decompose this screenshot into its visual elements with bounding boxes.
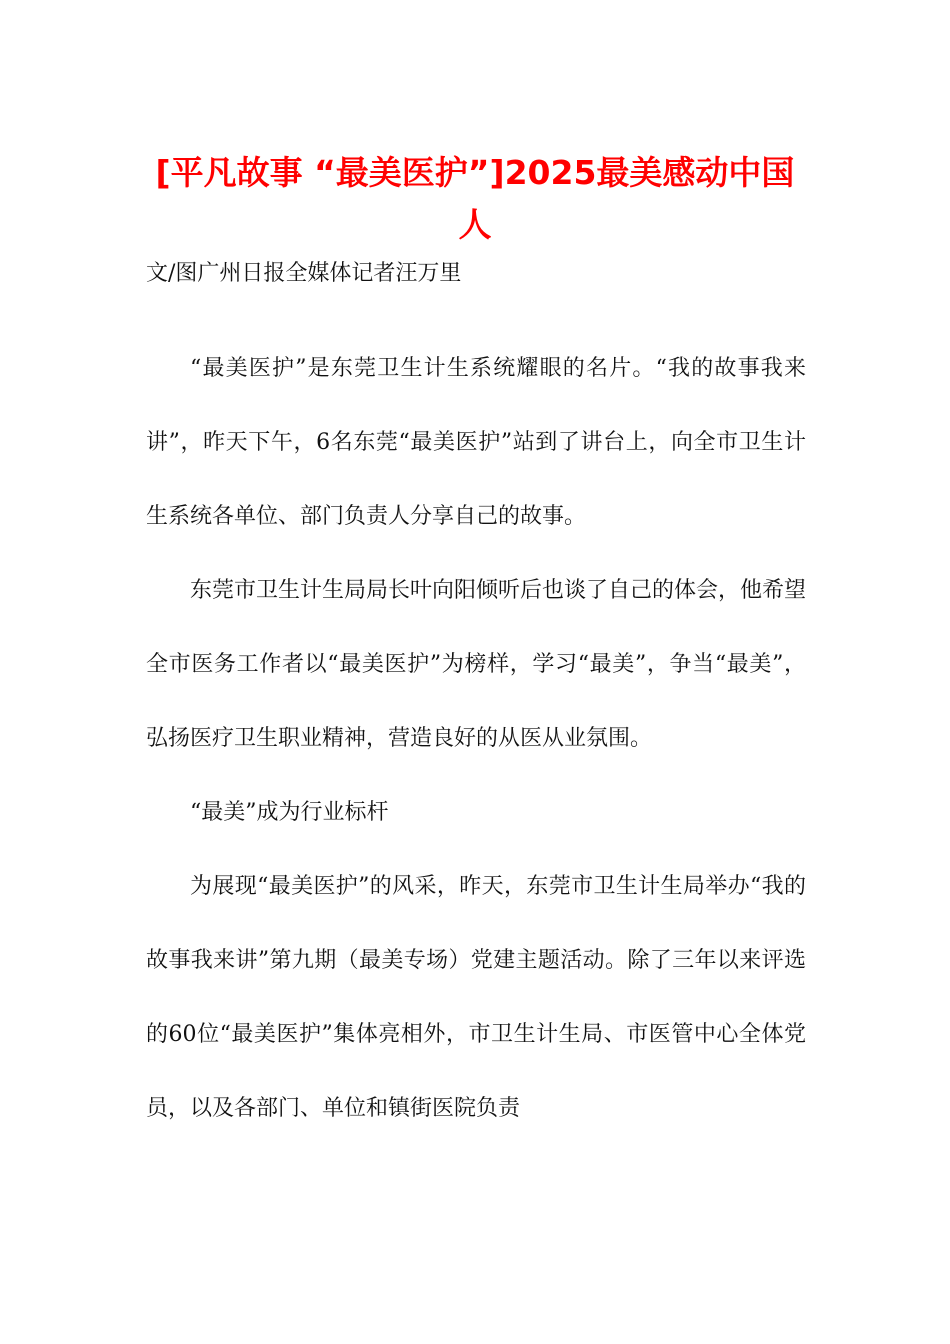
section-heading: “最美”成为行业标杆 — [190, 800, 389, 825]
paragraph: “最美医护”是东莞卫生计生系统耀眼的名片。“我的故事我来讲”，昨天下午，6名东莞“最美医护”站到了讲台上，向全市卫生计生系统各单位、部门负责人分享自己的故事。 — [146, 356, 806, 529]
byline: 文/图广州日报全媒体记者汪万里 — [146, 261, 462, 286]
paragraph: 为展现“最美医护”的风采，昨天，东莞市卫生计生局举办“我的故事我来讲”第九期（最美专场）党建主题活动。除了三年以来评选的60位“最美医护”集体亮相外，市卫生计生局、市医管中心全体党员，以及各部门、单位和镇街医院负责 — [146, 874, 806, 1121]
document-title: [平凡故事 “最美医护”]2025最美感动中国人 — [155, 153, 795, 244]
article-body — [146, 332, 806, 1146]
paragraph: 东莞市卫生计生局局长叶向阳倾听后也谈了自己的体会，他希望全市医务工作者以“最美医护”为榜样，学习“最美”，争当“最美”，弘扬医疗卫生职业精神，营造良好的从医从业氛围。 — [146, 578, 807, 751]
